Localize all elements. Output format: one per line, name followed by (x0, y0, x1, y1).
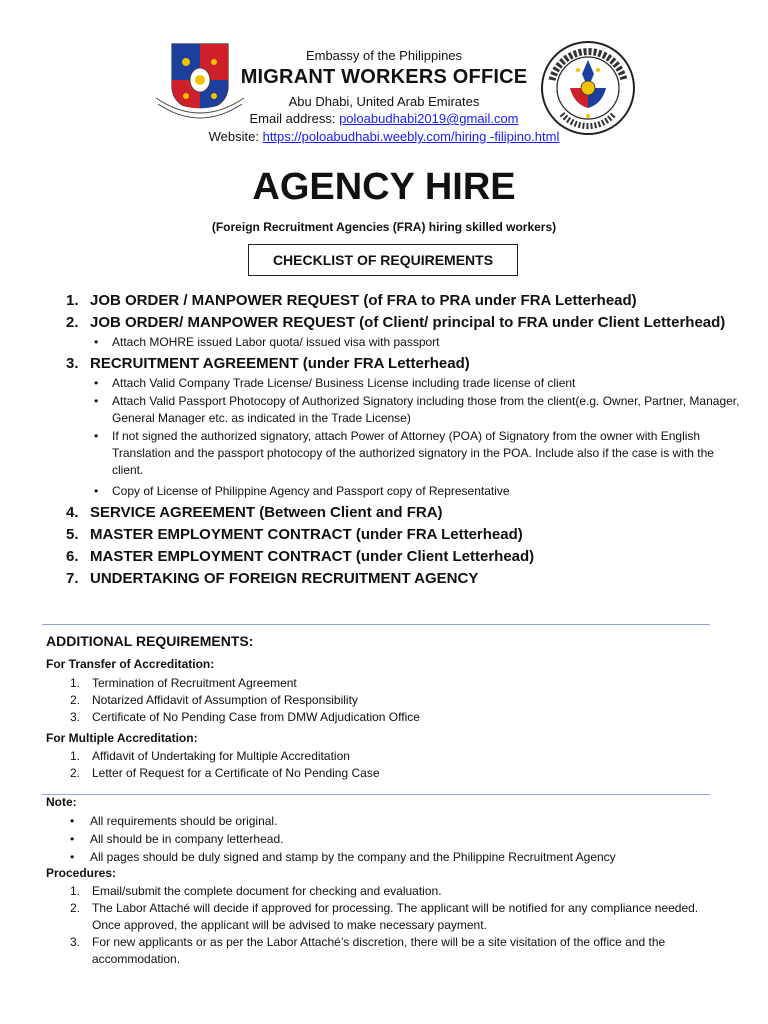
sub-requirement: • Copy of License of Philippine Agency and Passport copy of Representative (66, 483, 746, 500)
item-number: 1. (70, 749, 81, 763)
requirement-number: 7. (66, 570, 79, 587)
requirement-number: 6. (66, 548, 79, 565)
item-text: Certificate of No Pending Case from DMW Adjudication Office (92, 710, 420, 724)
sub-requirement: • If not signed the authorized signatory, attach Power of Attorney (POA) of Signatory from the owner with English Translation and the passport photocopy of the authorized signatory in the POA. Include also if the case is with the client. (66, 428, 746, 479)
list-item (70, 934, 720, 968)
item-number: 3. (70, 710, 81, 724)
transfer-accreditation-list (70, 675, 720, 726)
requirement-number: 4. (66, 504, 79, 521)
item-number: 2. (70, 766, 81, 780)
additional-requirements-title: ADDITIONAL REQUIREMENTS: (46, 633, 254, 649)
item-text: Termination of Recruitment Agreement (92, 676, 297, 690)
requirement-text: RECRUITMENT AGREEMENT (under FRA Letterhead) (90, 355, 470, 372)
sub-requirement: • Attach Valid Company Trade License/ Business License including trade license of client (66, 375, 746, 392)
website-link[interactable]: https://poloabudhabi.weebly.com/hiring -filipino.html (262, 129, 560, 144)
requirement-sublist (66, 334, 746, 351)
item-text: Email/submit the complete document for checking and evaluation. (92, 884, 442, 898)
note-item: • All pages should be duly signed and stamp by the company and the Philippine Recruitment Agency (70, 848, 720, 866)
requirement-item (66, 312, 746, 333)
requirement-text: JOB ORDER / MANPOWER REQUEST (of FRA to PRA under FRA Letterhead) (90, 292, 637, 309)
note-heading: Note: (46, 795, 77, 809)
procedures-list (70, 883, 720, 968)
requirement-text: MASTER EMPLOYMENT CONTRACT (under Client Letterhead) (90, 548, 535, 565)
item-text: Notarized Affidavit of Assumption of Responsibility (92, 693, 358, 707)
requirement-number: 3. (66, 355, 79, 372)
list-item (70, 900, 720, 934)
multiple-accreditation-list (70, 748, 720, 782)
email-line (150, 111, 618, 126)
list-item (70, 883, 720, 900)
requirement-number: 5. (66, 526, 79, 543)
item-text: Letter of Request for a Certificate of No Pending Case (92, 766, 380, 780)
requirement-item (66, 546, 746, 567)
section-divider (42, 794, 710, 795)
requirement-text: UNDERTAKING OF FOREIGN RECRUITMENT AGENCY (90, 570, 479, 587)
page-title: AGENCY HIRE (252, 166, 516, 208)
list-item (70, 748, 720, 765)
website-line (150, 129, 618, 144)
list-item (70, 692, 720, 709)
item-number: 2. (70, 901, 81, 915)
requirement-text: MASTER EMPLOYMENT CONTRACT (under FRA Letterhead) (90, 526, 523, 543)
requirement-item (66, 353, 746, 374)
requirement-number: 1. (66, 292, 79, 309)
item-number: 2. (70, 693, 81, 707)
page-subtitle: (Foreign Recruitment Agencies (FRA) hiring skilled workers) (211, 220, 557, 234)
office-name: MIGRANT WORKERS OFFICE (240, 66, 528, 88)
note-list (70, 812, 720, 866)
website-label: Website: (208, 129, 263, 144)
list-item (70, 765, 720, 782)
item-number: 1. (70, 676, 81, 690)
email-label: Email address: (249, 111, 340, 126)
section-divider (42, 624, 710, 625)
requirement-item (66, 502, 746, 523)
sub-requirement: • Attach MOHRE issued Labor quota/ issued visa with passport (66, 334, 746, 351)
list-item (70, 709, 720, 726)
requirement-item (66, 290, 746, 311)
procedures-heading: Procedures: (46, 866, 117, 880)
requirement-item (66, 524, 746, 545)
office-location: Abu Dhabi, United Arab Emirates (288, 94, 480, 109)
item-text: For new applicants or as per the Labor Attaché’s discretion, there will be a site visitation of the office and the accommodation. (92, 935, 666, 966)
item-number: 1. (70, 884, 81, 898)
requirement-sublist (66, 375, 746, 500)
transfer-accreditation-heading: For Transfer of Accreditation: (46, 657, 215, 671)
note-item: • All should be in company letterhead. (70, 830, 720, 848)
email-link[interactable]: poloabudhabi2019@gmail.com (339, 111, 519, 126)
note-item: • All requirements should be original. (70, 812, 720, 830)
item-text: Affidavit of Undertaking for Multiple Accreditation (92, 749, 350, 763)
multiple-accreditation-heading: For Multiple Accreditation: (46, 731, 198, 745)
list-item (70, 675, 720, 692)
sub-requirement: • Attach Valid Passport Photocopy of Authorized Signatory including those from the client(e.g. Owner, Partner, Manager, General Manager etc. as indicated in the Trade License) (66, 393, 746, 427)
requirement-item (66, 568, 746, 589)
requirements-list (66, 290, 746, 590)
item-text: The Labor Attaché will decide if approved for processing. The applicant will be notified for any compliance needed. Once approved, the applicant will be advised to make necessary payment. (92, 901, 699, 932)
item-number: 3. (70, 935, 81, 949)
embassy-name: Embassy of the Philippines (305, 48, 463, 63)
requirement-text: JOB ORDER/ MANPOWER REQUEST (of Client/ principal to FRA under Client Letterhead) (90, 314, 726, 331)
checklist-heading: CHECKLIST OF REQUIREMENTS (248, 244, 518, 276)
requirement-number: 2. (66, 314, 79, 331)
requirement-text: SERVICE AGREEMENT (Between Client and FRA) (90, 504, 443, 521)
